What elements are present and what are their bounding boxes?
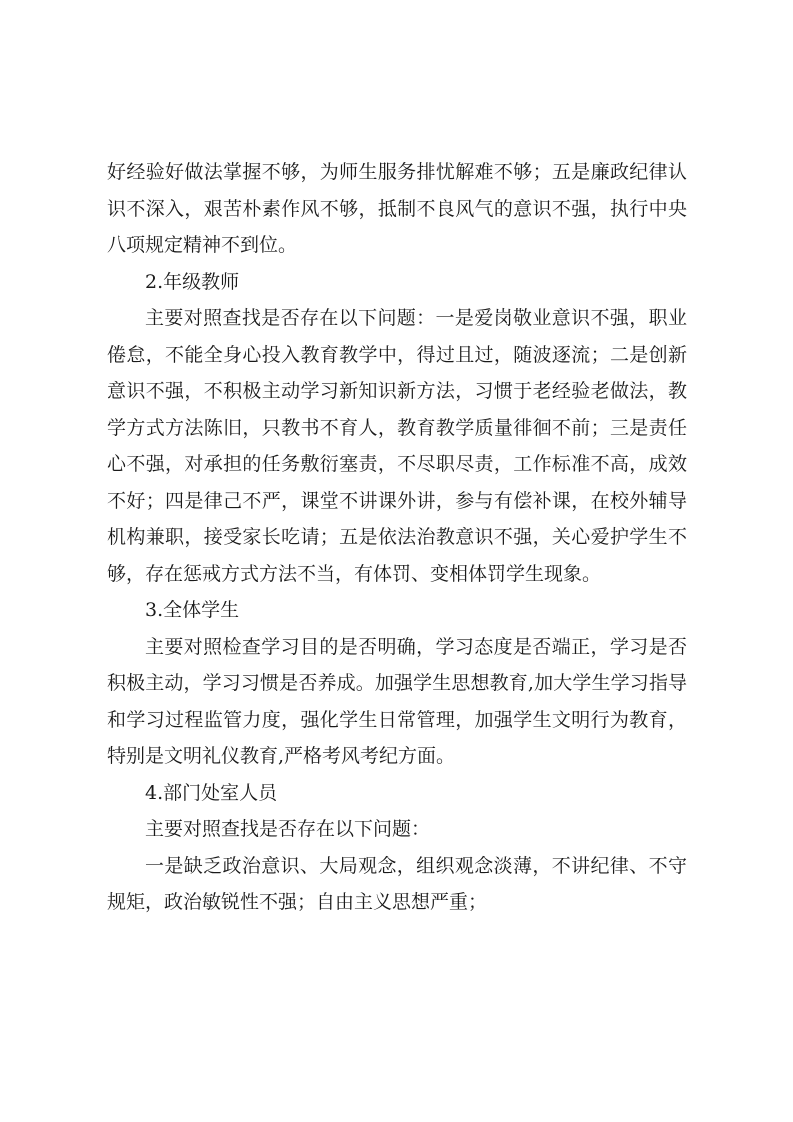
document-body bbox=[107, 154, 687, 921]
section-heading-department-staff: 4.部门处室人员 bbox=[145, 781, 278, 804]
paragraph-all-students: 主要对照检查学习目的是否明确，学习态度是否端正，学习是否积极主动，学习习惯是否养成。加强学生思想教育,加大学生学习指导和学习过程监管力度，强化学生日常管理，加强学生文明行为教育，特别是文明礼仪教育,严格考风考纪方面。 bbox=[107, 635, 687, 767]
paragraph-department-item-one: 一是缺乏政治意识、大局观念，组织观念淡薄，不讲纪律、不守规矩，政治敏锐性不强；自由主义思想严重； bbox=[107, 854, 687, 913]
section-heading-all-students: 3.全体学生 bbox=[145, 599, 240, 621]
paragraph-continuation: 好经验好做法掌握不够，为师生服务排忧解难不够；五是廉政纪律认识不深入，艰苦朴素作风不够，抵制不良风气的意识不强，执行中央八项规定精神不到位。 bbox=[107, 161, 687, 256]
paragraph-grade-teachers: 主要对照查找是否存在以下问题：一是爱岗敬业意识不强，职业倦怠，不能全身心投入教育教学中，得过且过，随波逐流；二是创新意识不强，不积极主动学习新知识新方法，习惯于老经验老做法，教学方式方法陈旧，只教书不育人，教育教学质量徘徊不前；三是责任心不强，对承担的任务敷衍塞责，不尽职尽责，工作标准不高，成效不好；四是律己不严，课堂不讲课外讲，参与有偿补课，在校外辅导机构兼职，接受家长吃请；五是依法治教意识不强，关心爱护学生不够，存在惩戒方式方法不当，有体罚、变相体罚学生现象。 bbox=[107, 307, 687, 585]
section-heading-grade-teachers: 2.年级教师 bbox=[145, 270, 240, 293]
paragraph-department-intro: 主要对照查找是否存在以下问题： bbox=[145, 818, 431, 840]
